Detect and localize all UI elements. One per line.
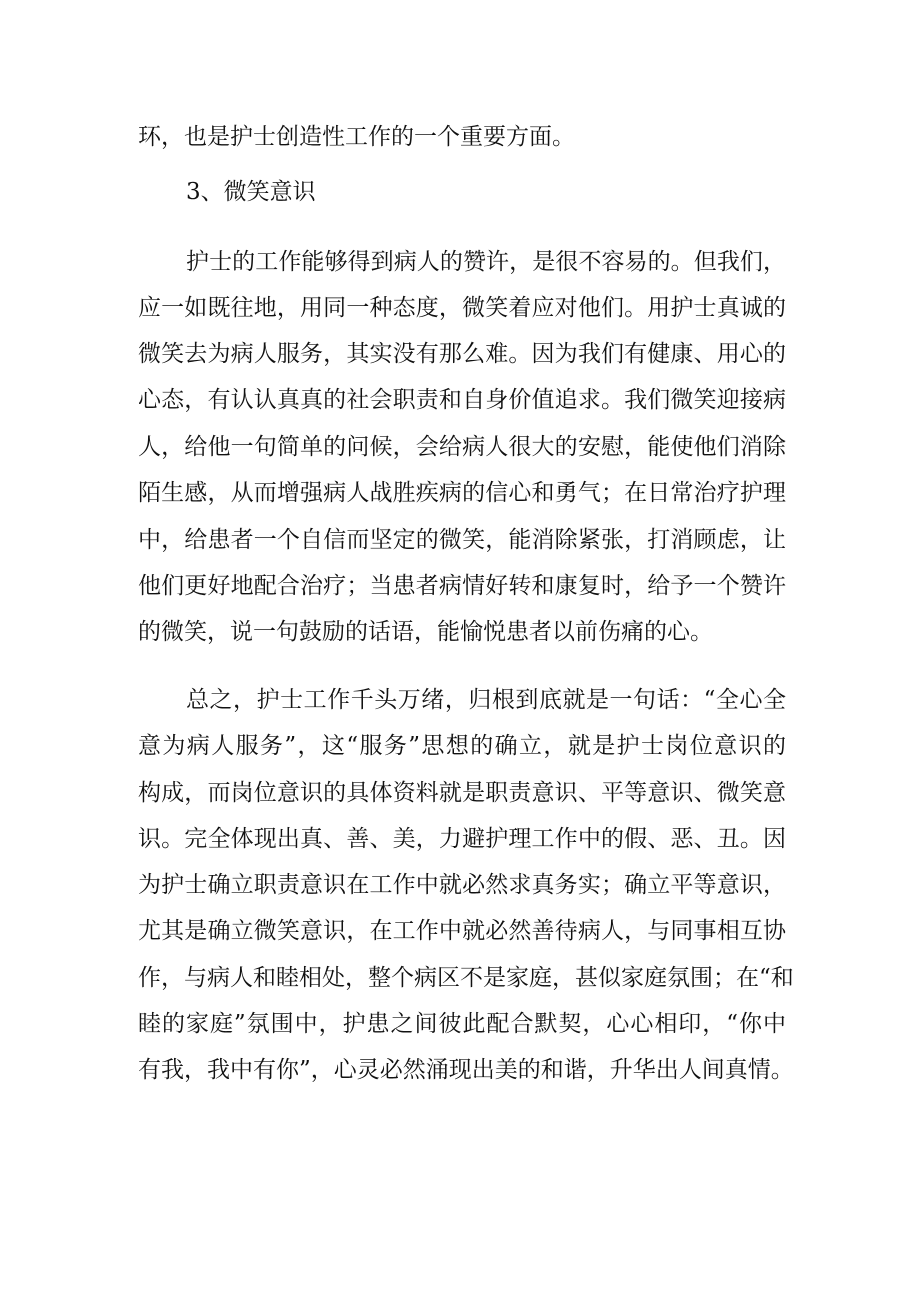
paragraph-line: 中，给患者一个自信而坚定的微笑，能消除紧张，打消顾虑，让: [138, 527, 786, 553]
paragraph-line: 应一如既往地，用同一种态度，微笑着应对他们。用护士真诚的: [138, 295, 786, 321]
paragraph-line: 心态，有认认真真的社会职责和自身价值追求。我们微笑迎接病: [138, 387, 786, 413]
paragraph-line: 识。完全体现出真、善、美，力避护理工作中的假、恶、丑。因: [138, 826, 786, 852]
section-heading: 3、微笑意识: [186, 179, 316, 205]
paragraph-line: 微笑去为病人服务，其实没有那么难。因为我们有健康、用心的: [138, 341, 786, 367]
paragraph-line: 他们更好地配合治疗；当患者病情好转和康复时，给予一个赞许: [138, 573, 786, 599]
paragraph-line: 睦的家庭”氛围中，护患之间彼此配合默契，心心相印，“你中: [138, 1011, 786, 1037]
paragraph-line: 构成，而岗位意识的具体资料就是职责意识、平等意识、微笑意: [138, 780, 786, 806]
paragraph-line: 意为病人服务”，这“服务”思想的确立，就是护士岗位意识的: [138, 733, 786, 759]
paragraph-line: 人，给他一句简单的问候，会给病人很大的安慰，能使他们消除: [138, 434, 786, 460]
paragraph-line: 总之，护士工作千头万绪，归根到底就是一句话：“全心全: [186, 687, 786, 713]
paragraph-line: 陌生感，从而增强病人战胜疾病的信心和勇气；在日常治疗护理: [138, 480, 786, 506]
paragraph-line: 为护士确立职责意识在工作中就必然求真务实；确立平等意识，: [138, 872, 786, 898]
paragraph-line: 作，与病人和睦相处，整个病区不是家庭，甚似家庭氛围；在“和: [138, 965, 794, 991]
paragraph-line: 的微笑，说一句鼓励的话语，能愉悦患者以前伤痛的心。: [138, 619, 713, 645]
paragraph-line: 尤其是确立微笑意识，在工作中就必然善待病人，与同事相互协: [138, 918, 786, 944]
paragraph-line: 护士的工作能够得到病人的赞许，是很不容易的。但我们，: [186, 249, 786, 275]
paragraph-line: 有我，我中有你”，心灵必然涌现出美的和谐，升华出人间真情。: [138, 1057, 794, 1083]
paragraph-line: 环，也是护士创造性工作的一个重要方面。: [138, 124, 575, 150]
